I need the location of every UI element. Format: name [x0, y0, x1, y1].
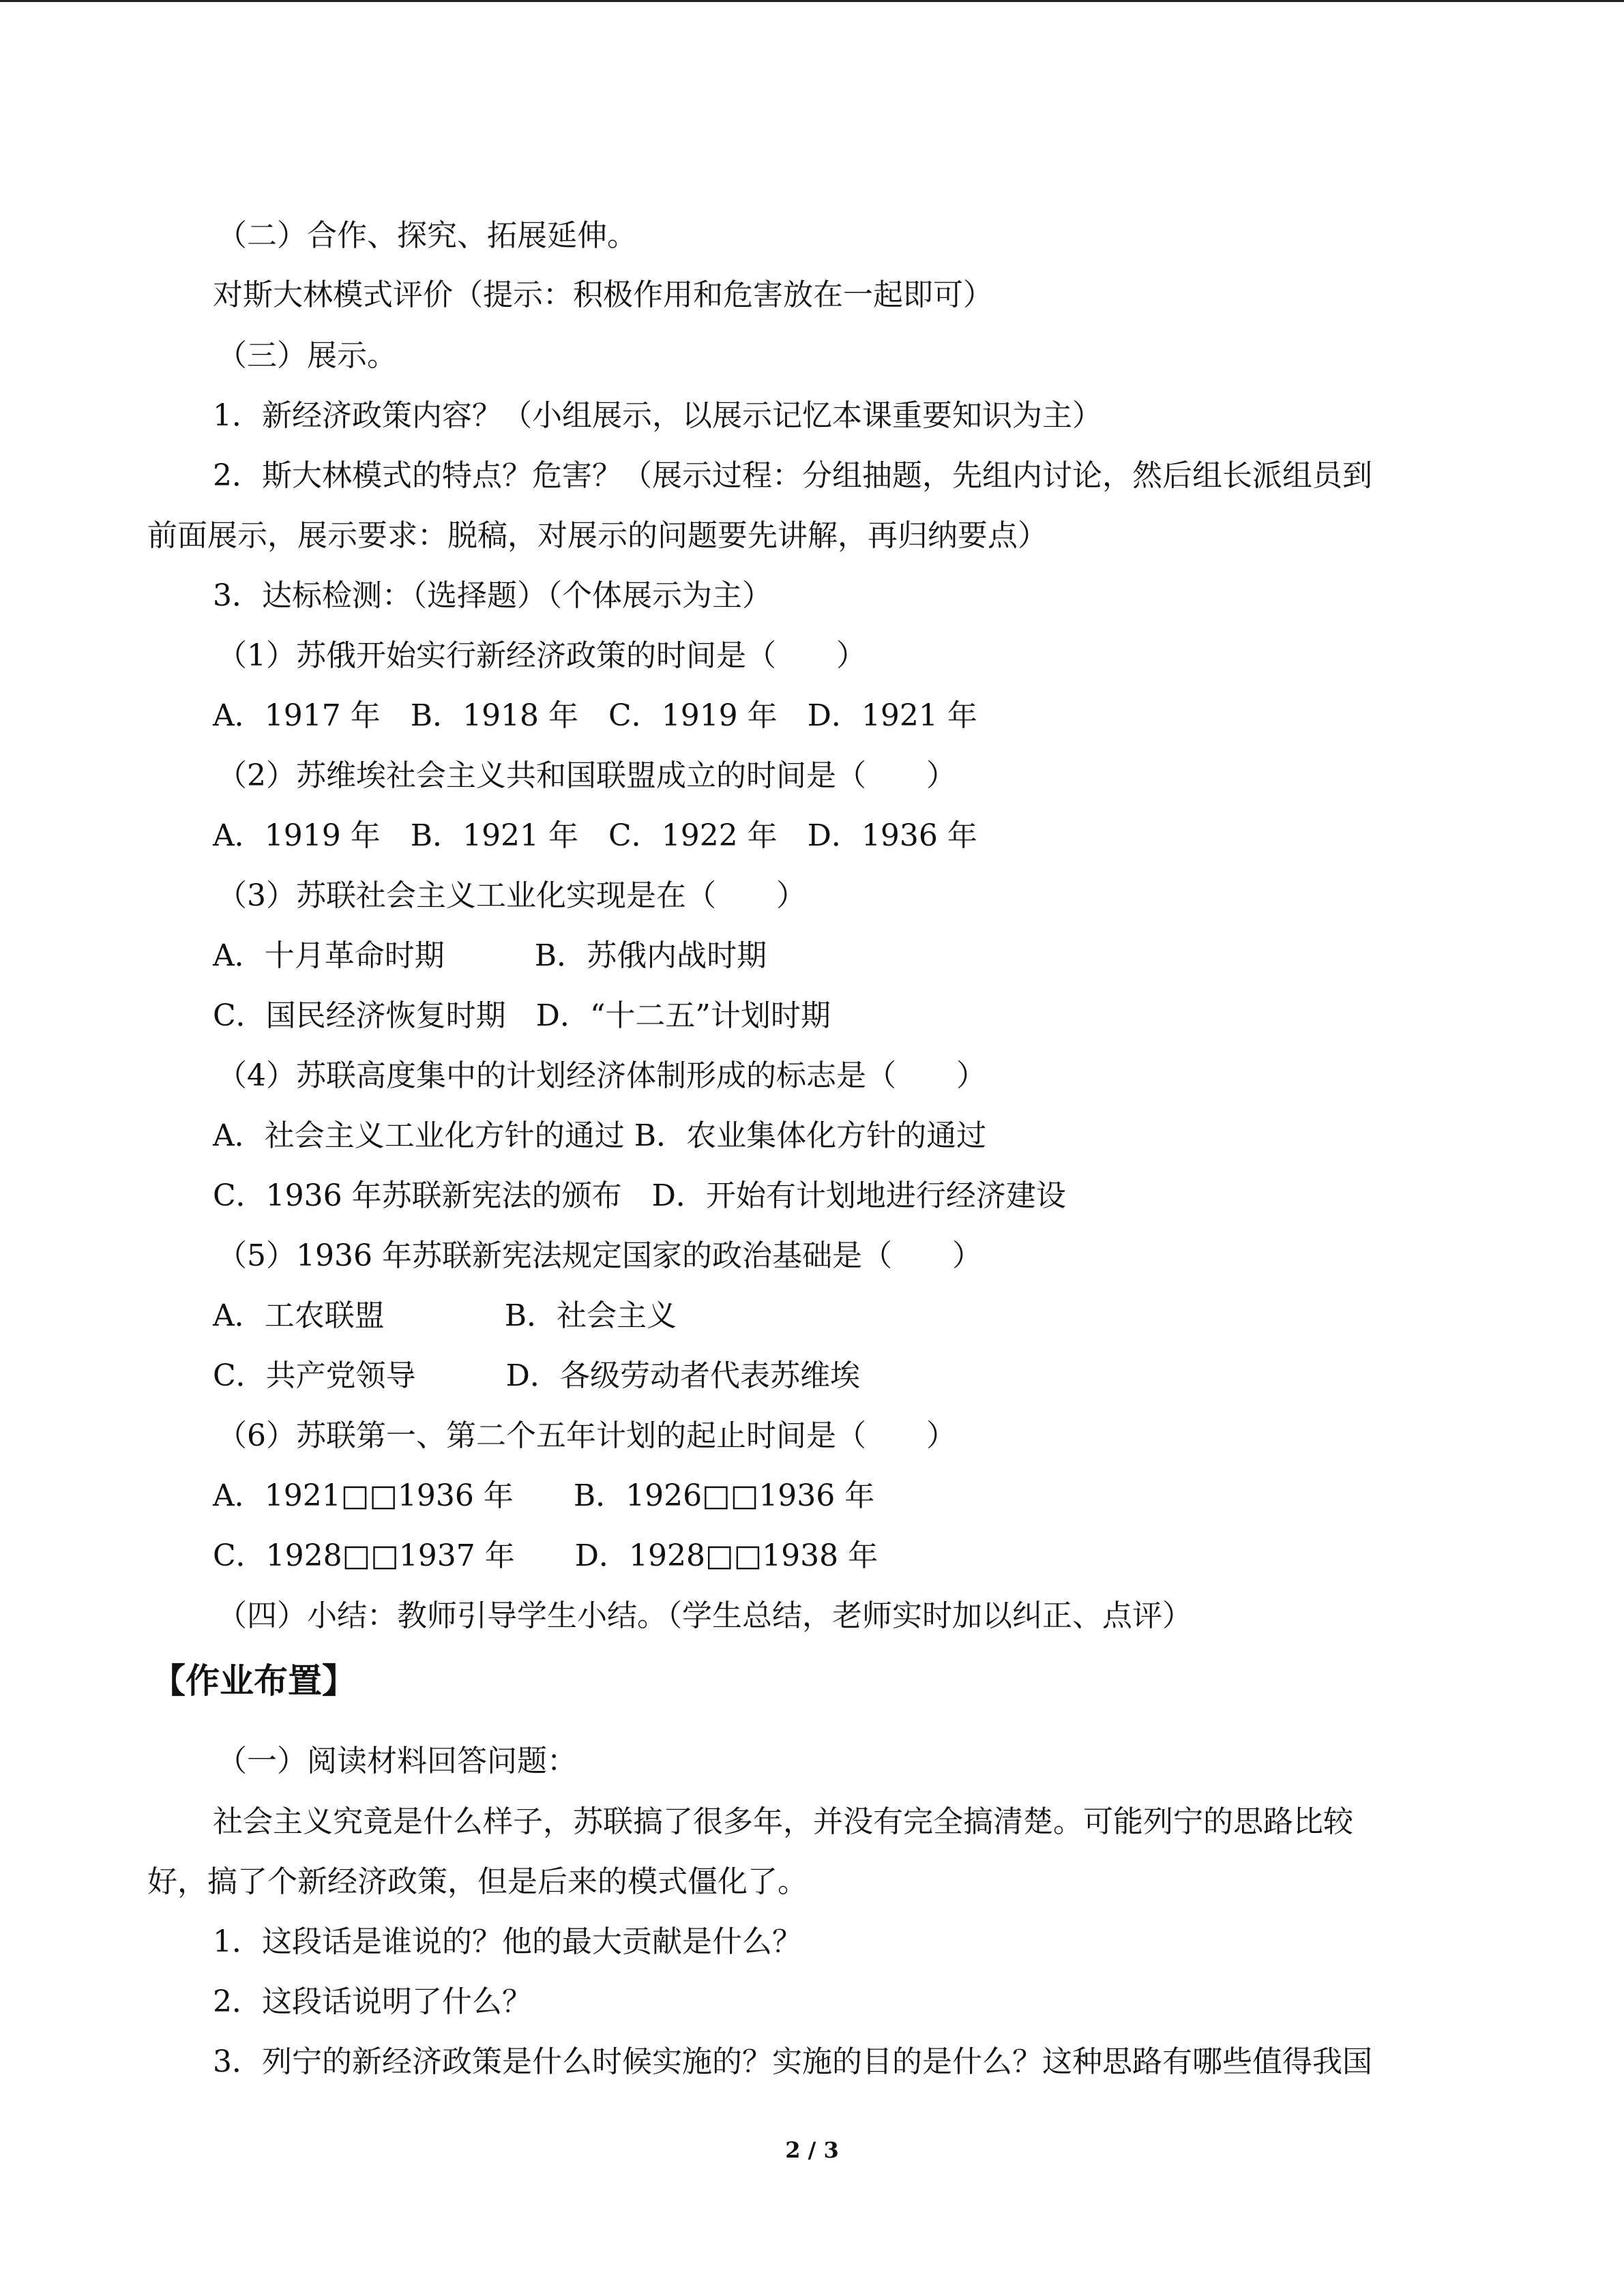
question-6-options-1: A．1921□□1936 年 B．1926□□1936 年 — [213, 1478, 875, 1513]
homework-sub-heading: （一）阅读材料回答问题： — [217, 1744, 577, 1778]
question-6-stem: （6）苏联第一、第二个五年计划的起止时间是（ ） — [217, 1418, 956, 1453]
question-6-options-2: C．1928□□1937 年 D．1928□□1938 年 — [213, 1538, 879, 1573]
question-4-options-1: A．社会主义工业化方针的通过 B．农业集体化方针的通过 — [213, 1118, 987, 1153]
homework-question-3: 3．列宁的新经济政策是什么时候实施的？实施的目的是什么？这种思路有哪些值得我国 — [213, 2044, 1372, 2079]
item-3: 3．达标检测：（选择题）（个体展示为主） — [213, 578, 772, 613]
question-5-options-2: C．共产党领导 D．各级劳动者代表苏维埃 — [213, 1358, 860, 1393]
item-2-line-1: 2．斯大林模式的特点？危害？（展示过程：分组抽题，先组内讨论，然后组长派组员到 — [213, 458, 1372, 493]
question-4-options-2: C．1936 年苏联新宪法的颁布 D．开始有计划地进行经济建设 — [213, 1178, 1066, 1213]
question-5-stem: （5）1936 年苏联新宪法规定国家的政治基础是（ ） — [217, 1238, 982, 1273]
question-1-stem: （1）苏俄开始实行新经济政策的时间是（ ） — [217, 638, 866, 673]
question-1-options: A．1917 年 B．1918 年 C．1919 年 D．1921 年 — [213, 698, 977, 733]
question-2-options: A．1919 年 B．1921 年 C．1922 年 D．1936 年 — [213, 818, 977, 853]
question-5-options-1: A．工农联盟 B．社会主义 — [213, 1298, 677, 1333]
summary: （四）小结：教师引导学生小结。（学生总结，老师实时加以纠正、点评） — [217, 1598, 1192, 1633]
page-number: 2 / 3 — [785, 2137, 839, 2163]
page-top-border — [0, 0, 1624, 2]
section-2-body: 对斯大林模式评价（提示：积极作用和危害放在一起即可） — [213, 278, 993, 312]
item-2-line-2: 前面展示，展示要求：脱稿，对展示的问题要先讲解，再归纳要点） — [147, 518, 1048, 553]
homework-question-2: 2．这段话说明了什么？ — [213, 1984, 532, 2019]
question-2-stem: （2）苏维埃社会主义共和国联盟成立的时间是（ ） — [217, 758, 956, 793]
homework-heading: 【作业布置】 — [151, 1661, 356, 1701]
material-line-2: 好，搞了个新经济政策，但是后来的模式僵化了。 — [147, 1864, 808, 1899]
material-line-1: 社会主义究竟是什么样子，苏联搞了很多年，并没有完全搞清楚。可能列宁的思路比较 — [213, 1804, 1353, 1839]
section-3-heading: （三）展示。 — [217, 338, 397, 373]
homework-question-1: 1．这段话是谁说的？他的最大贡献是什么？ — [213, 1924, 802, 1959]
item-1: 1．新经济政策内容？（小组展示，以展示记忆本课重要知识为主） — [213, 398, 1102, 433]
section-2-heading: （二）合作、探究、拓展延伸。 — [217, 218, 637, 253]
question-4-stem: （4）苏联高度集中的计划经济体制形成的标志是（ ） — [217, 1058, 986, 1093]
question-3-options-2: C．国民经济恢复时期 D．“十二五”计划时期 — [213, 998, 831, 1033]
question-3-options-1: A．十月革命时期 B．苏俄内战时期 — [213, 938, 767, 973]
question-3-stem: （3）苏联社会主义工业化实现是在（ ） — [217, 878, 806, 913]
